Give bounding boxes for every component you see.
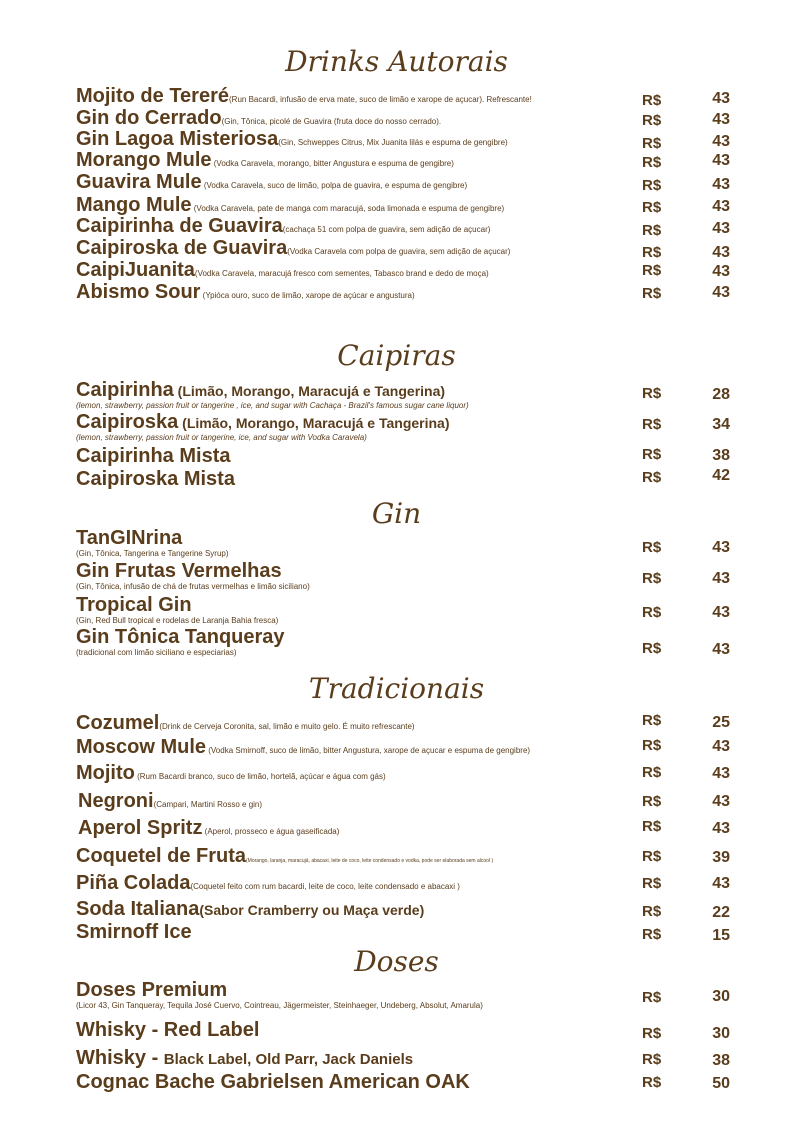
currency-label: R$ (642, 570, 662, 587)
item-price: 43 (712, 176, 730, 193)
menu-item (78, 818, 638, 839)
item-description: (Gin, Red Bull tropical e rodelas de Laranja Bahia fresca) (76, 616, 279, 625)
item-price: 43 (712, 641, 730, 658)
section-title-caipiras: Caipiras (337, 339, 456, 372)
item-name: Gin do Cerrado (76, 107, 222, 129)
item-name: Negroni (78, 790, 154, 812)
currency-label: R$ (642, 903, 662, 920)
menu-item (76, 216, 636, 237)
item-name: Gin Lagoa Misteriosa (76, 128, 279, 150)
item-description: (Gin, Tônica, Tangerina e Tangerine Syrup) (76, 549, 229, 558)
item-name: Abismo Sour (76, 281, 201, 303)
item-price: 43 (712, 765, 730, 782)
menu-item (76, 195, 636, 216)
item-price: 43 (712, 244, 730, 261)
item-price: 28 (712, 386, 730, 403)
currency-label: R$ (642, 222, 662, 239)
menu-item (76, 561, 636, 592)
item-name: Piña Colada (76, 872, 191, 894)
item-description: (Vodka Caravela, pate de manga com maracujá, soda limonada e espuma de gengibre) (191, 204, 505, 213)
menu-item (76, 86, 636, 107)
menu-item (76, 980, 636, 1011)
item-price: 43 (712, 152, 730, 169)
currency-label: R$ (642, 135, 662, 152)
currency-label: R$ (642, 1025, 662, 1042)
item-price: 43 (712, 263, 730, 280)
menu-item (76, 129, 636, 150)
item-description: (Coquetel feito com rum bacardi, leite de coco, leite condensado e abacaxi ) (190, 882, 460, 891)
item-description: (lemon, strawberry, passion fruit or tangerine, ice, and sugar with Vodka Caravela) (76, 433, 367, 442)
menu-item (76, 238, 636, 259)
item-price: 50 (712, 1075, 730, 1092)
menu-item (76, 846, 636, 867)
currency-label: R$ (642, 712, 662, 729)
item-name: Mojito de Tereré (76, 85, 229, 107)
menu-item (76, 713, 636, 734)
item-description: (Gin, Tônica, picolé de Guavira (fruta doce do nosso cerrado). (221, 117, 442, 126)
item-description: (Run Bacardi, infusão de erva mate, suco de limão e xarope de açucar). Refrescante! (229, 95, 532, 104)
menu-item (76, 763, 636, 784)
item-name: Caipirinha (76, 379, 174, 401)
currency-label: R$ (642, 1051, 662, 1068)
menu-item (76, 282, 636, 303)
item-description: (Vodka Smirnoff, suco de limão, bitter Angustura, xarope de açucar e espuma de gengibre) (206, 746, 531, 755)
item-price: 34 (712, 416, 730, 433)
item-name: Caipiroska (76, 411, 179, 433)
section-title-tradicionais: Tradicionais (308, 672, 485, 705)
menu-item (76, 873, 636, 894)
item-description: (Vodka Caravela com polpa de guavira, sem adição de açucar) (287, 247, 511, 256)
currency-label: R$ (642, 1074, 662, 1091)
currency-label: R$ (642, 285, 662, 302)
menu-item (76, 469, 636, 490)
item-price: 43 (712, 198, 730, 215)
item-name: Caipiroska Mista (76, 468, 235, 490)
item-flavors: (Limão, Morango, Maracujá e Tangerina) (173, 383, 446, 399)
item-price: 22 (712, 904, 730, 921)
item-price: 43 (712, 133, 730, 150)
item-name: Whisky - Red Label (76, 1019, 260, 1041)
menu-item (76, 922, 636, 943)
item-description: (tradicional com limão siciliano e especiarias) (76, 648, 237, 657)
menu-item (78, 791, 638, 812)
currency-label: R$ (642, 446, 662, 463)
currency-label: R$ (642, 539, 662, 556)
menu-item (76, 1072, 636, 1093)
item-price: 42 (712, 467, 730, 484)
item-description: (lemon, strawberry, passion fruit or tangerine , ice, and sugar with Cachaça - Brazil's famous sugar cane liquor) (76, 401, 469, 410)
item-flavors: (Limão, Morango, Maracujá e Tangerina) (178, 415, 450, 431)
item-description: (Drink de Cerveja Coronita, sal, limão e muito gelo. É muito refrescante) (159, 722, 415, 731)
item-price: 15 (712, 927, 730, 944)
item-name: Coquetel de Fruta (76, 845, 247, 867)
menu-item (76, 737, 636, 758)
item-price: 38 (712, 447, 730, 464)
menu-item (76, 1020, 636, 1041)
menu-item (76, 1048, 636, 1069)
item-description: (Aperol, prosseco e água gaseificada) (202, 827, 340, 836)
currency-label: R$ (642, 416, 662, 433)
item-price: 43 (712, 793, 730, 810)
currency-label: R$ (642, 989, 662, 1006)
menu-item (76, 172, 636, 193)
item-description: (Vodka Caravela, morango, bitter Angustura e espuma de gengibre) (211, 159, 454, 168)
menu-item (76, 528, 636, 559)
item-name: Soda Italiana (76, 898, 200, 920)
item-description: (Vodka Caravela, maracujá fresco com sementes, Tabasco brand e dedo de moça) (194, 269, 489, 278)
item-name: Guavira Mule (76, 171, 202, 193)
menu-item (76, 150, 636, 171)
currency-label: R$ (642, 92, 662, 109)
item-description: (Ypióca ouro, suco de limão, xarope de açúcar e angustura) (200, 291, 415, 300)
item-name: Gin Tônica Tanqueray (76, 626, 285, 648)
currency-label: R$ (642, 385, 662, 402)
item-description: (cachaça 51 com polpa de guavira, sem adição de açucar) (282, 225, 491, 234)
item-price: 38 (712, 1052, 730, 1069)
currency-label: R$ (642, 244, 662, 261)
item-name: Moscow Mule (76, 736, 207, 758)
item-name: Aperol Spritz (78, 817, 203, 839)
item-price: 39 (712, 849, 730, 866)
item-price: 30 (712, 988, 730, 1005)
currency-label: R$ (642, 875, 662, 892)
item-name: Mango Mule (76, 194, 192, 216)
currency-label: R$ (642, 199, 662, 216)
currency-label: R$ (642, 793, 662, 810)
currency-label: R$ (642, 154, 662, 171)
item-price: 30 (712, 1025, 730, 1042)
currency-label: R$ (642, 177, 662, 194)
currency-label: R$ (642, 469, 662, 486)
item-price: 43 (712, 604, 730, 621)
item-flavors: (Sabor Cramberry ou Maça verde) (199, 902, 425, 918)
item-name: TanGINrina (76, 527, 183, 549)
item-description: (Gin, Tônica, infusão de chá de frutas vermelhas e limão siciliano) (76, 582, 310, 591)
item-flavors: Black Label, Old Parr, Jack Daniels (163, 1051, 414, 1068)
item-price: 43 (712, 220, 730, 237)
item-price: 43 (712, 875, 730, 892)
currency-label: R$ (642, 737, 662, 754)
item-name: Gin Frutas Vermelhas (76, 560, 282, 582)
item-price: 25 (712, 714, 730, 731)
section-title-drinks-autorais: Drinks Autorais (285, 45, 508, 78)
item-name: Whisky - (76, 1047, 164, 1069)
item-price: 43 (712, 738, 730, 755)
item-name: Caipirinha Mista (76, 445, 231, 467)
menu-item (76, 260, 636, 281)
menu-item (76, 627, 636, 658)
item-description: (Campari, Martini Rosso e gin) (153, 800, 263, 809)
item-name: Tropical Gin (76, 594, 192, 616)
section-title-gin: Gin (371, 497, 422, 530)
item-description: (Licor 43, Gin Tanqueray, Tequila José Cuervo, Cointreau, Jägermeister, Steinhaeger, Undeberg, Absolut, Amarula) (76, 1001, 483, 1010)
item-name: Doses Premium (76, 979, 228, 1001)
item-price: 43 (712, 539, 730, 556)
item-description: (Gin, Schweppes Citrus, Mix Juanita lilás e espuma de gengibre) (278, 138, 508, 147)
item-name: Mojito (76, 762, 135, 784)
item-name: Caipiroska de Guavira (76, 237, 288, 259)
menu-item (76, 380, 636, 411)
menu-item (76, 108, 636, 129)
menu-item (76, 899, 636, 920)
item-description: (Rum Bacardi branco, suco de limão, hortelã, açúcar e água com gás) (134, 772, 386, 781)
item-price: 43 (712, 820, 730, 837)
currency-label: R$ (642, 112, 662, 129)
item-description: (Morango, laranja, maracujá, abacaxi, leite de coco, leite condensado e vodka, pode ser elaborada sem alcool ) (246, 858, 494, 864)
item-name: Cognac Bache Gabrielsen American OAK (76, 1071, 470, 1093)
currency-label: R$ (642, 764, 662, 781)
item-price: 43 (712, 284, 730, 301)
item-name: Caipirinha de Guavira (76, 215, 283, 237)
currency-label: R$ (642, 848, 662, 865)
item-name: Smirnoff Ice (76, 921, 192, 943)
currency-label: R$ (642, 926, 662, 943)
item-price: 43 (712, 90, 730, 107)
section-title-doses: Doses (354, 945, 439, 978)
item-price: 43 (712, 111, 730, 128)
currency-label: R$ (642, 818, 662, 835)
item-price: 43 (712, 570, 730, 587)
currency-label: R$ (642, 640, 662, 657)
item-name: CaipiJuanita (76, 259, 195, 281)
menu-item (76, 446, 636, 467)
menu-item (76, 412, 636, 443)
item-name: Cozumel (76, 712, 160, 734)
item-name: Morango Mule (76, 149, 212, 171)
menu-item (76, 595, 636, 626)
currency-label: R$ (642, 262, 662, 279)
currency-label: R$ (642, 604, 662, 621)
item-description: (Vodka Caravela, suco de limão, polpa de guavira, e espuma de gengibre) (201, 181, 468, 190)
